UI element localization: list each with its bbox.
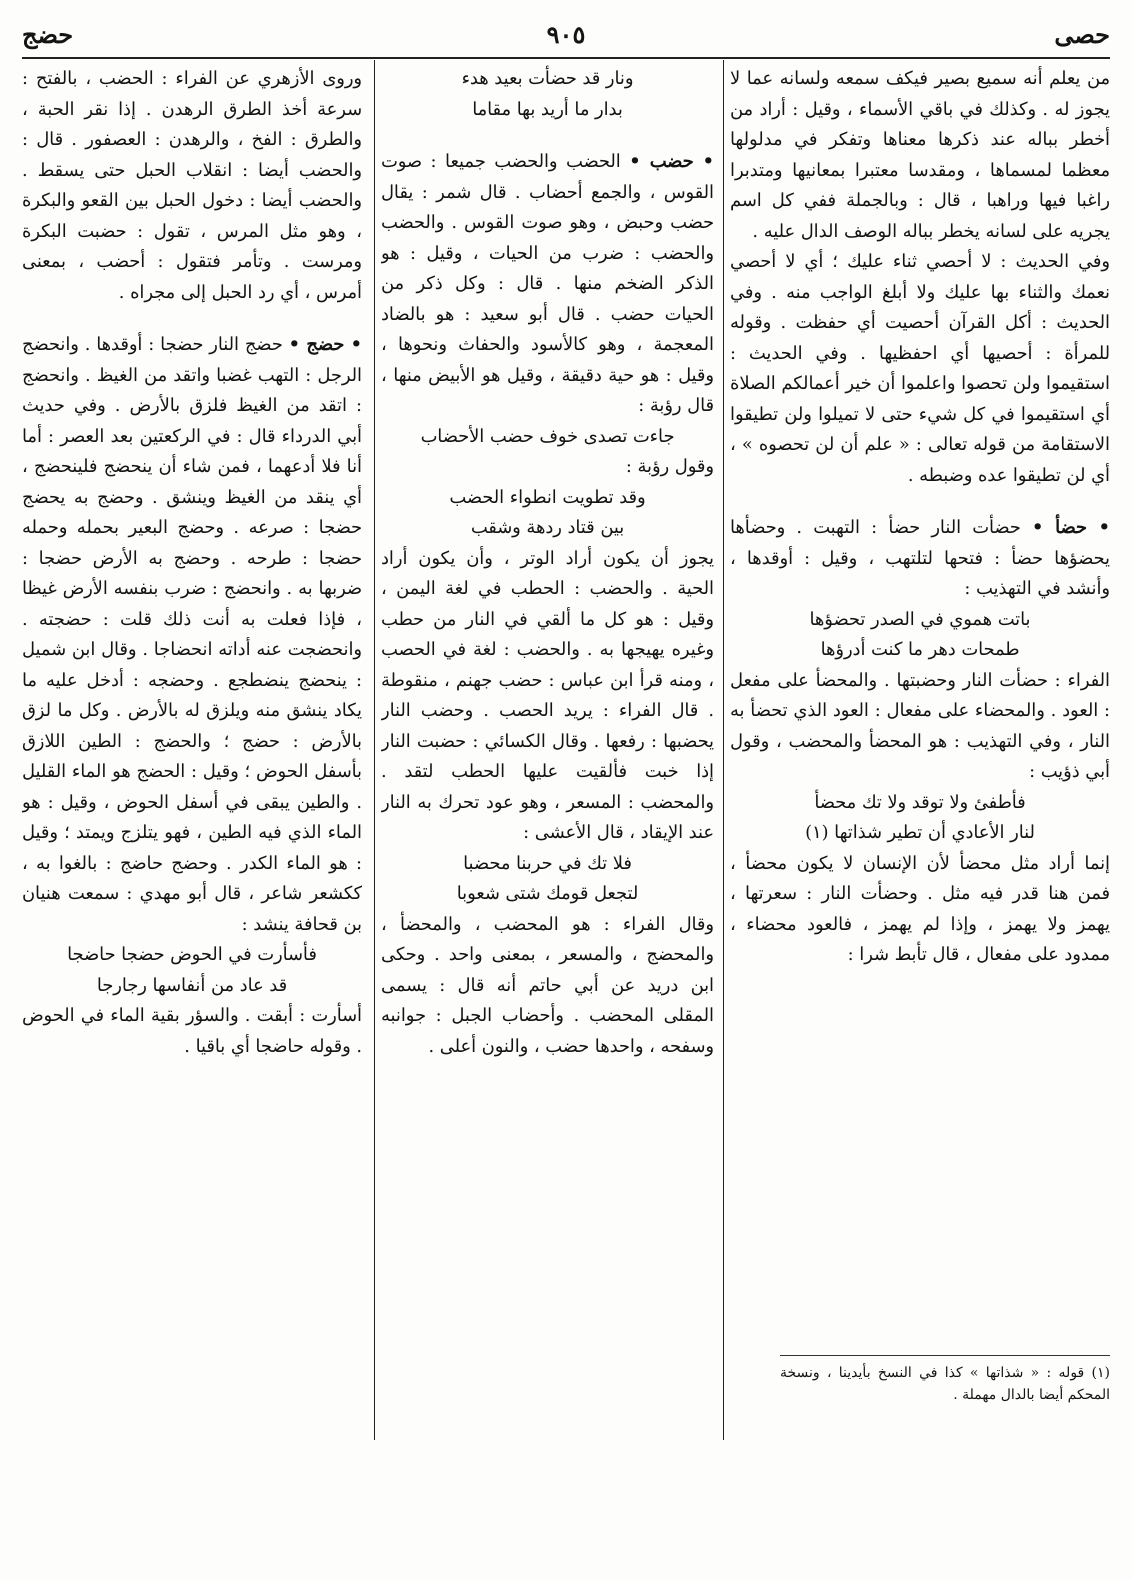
entry-paragraph bbox=[730, 513, 1110, 605]
verse-line: وقد تطويت انطواء الحضب bbox=[449, 486, 646, 508]
verse-line: لتجعل قومك شتى شعوبا bbox=[456, 883, 639, 904]
verse-line: فأطفئ ولا توقد ولا تك محضأ bbox=[814, 791, 1026, 813]
page-number: ٩٠٥ bbox=[546, 20, 586, 49]
verse-line: فأسأرت في الحوض حضجا حاضجا bbox=[67, 944, 317, 965]
column-left bbox=[22, 64, 362, 1440]
verse-line: قد عاد من أنفاسها رجارجا bbox=[96, 974, 288, 996]
column-right bbox=[730, 64, 1110, 1354]
verse-line: لنار الأعادي أن تطير شذاتها (١) bbox=[805, 822, 1035, 843]
column-middle bbox=[381, 64, 714, 1440]
entry-paragraph bbox=[22, 330, 362, 940]
entry-headword: • حضب • bbox=[629, 151, 714, 172]
column-divider-right bbox=[723, 60, 724, 1440]
verse-line: بين قتاد ردهة وشقب bbox=[470, 517, 625, 538]
entry-text: حضج النار حضجا : أوقدها . وانحضج الرجل : التهب غضبا واتقد من الغيظ . وانحضج : اتقد من الغيظ فلزق بالأرض . وفي حديث أبي الدرداء قال : في الركعتين بعد العصر : أما أنا فلا أدعهما ، فمن شاء أن ينحضج فلينحضج ، أي ينقد من الغيظ وينشق . وحضج به يحضج حضجا : صرعه . وحضج البعير بحمله وحمله حضجا : طرحه . وحضج به الأرض حضجا : ضربها به . وانحضج : ضرب بنفسه الأرض غيظا ، فإذا فعلت به أنت ذلك قلت : حضجته . وانحضجت عنه أداته انحضاجا . وقال ابن شميل : ينحضج ينضطجع . وحضجه : أدخل عليه ما يكاد ينشق منه ويلزق له بالأرض . وكل ما لزق بالأرض : حضج ؛ والحضج : الطين اللازق بأسفل الحوض ؛ وقيل : الحضج هو الماء القليل . والطين يبقى في أسفل الحوض ، وقيل : هو الماء الذي فيه الطين ، فهو يتلزج ويمتد ؛ وقيل : هو الماء الكدر . وحضج حاضج : بالغوا به ، ككشعر شاعر ، قال أبو مهدي : سمعت هنيان بن قحافة ينشد : bbox=[22, 334, 362, 935]
verse-line: طمحات دهر ما كنت أدرؤها bbox=[820, 639, 1020, 660]
running-headword-right: حصى bbox=[1054, 20, 1110, 49]
paragraph: وقول رؤبة : bbox=[625, 456, 714, 477]
footnote: (١) قوله : « شذاتها » كذا في النسخ بأيدينا ، ونسخة المحكم أيضا بالدال مهملة . bbox=[780, 1355, 1110, 1406]
entry-text: الحضب والحضب جميعا : صوت القوس ، والجمع أحضاب . قال شمر : يقال حضب وحبض ، وهو صوت القوس . والحضب والحضب : ضرب من الحيات ، وقيل : هو الذكر الضخم منها . قال : وكل ذكر من الحيات حضب . قال أبو سعيد : هو بالضاد المعجمة ، وهو كالأسود والحفاث ونحوها ، وقيل : هو حية دقيقة ، وقيل هو الأبيض منها ، قال رؤبة : bbox=[381, 151, 714, 416]
verse-line: باتت هموي في الصدر تحضؤها bbox=[809, 608, 1031, 630]
running-headword-left: حضج bbox=[22, 20, 74, 49]
paragraph: وقال الفراء : هو المحضب ، والمحضأ ، والمحضج ، والمسعر ، بمعنى واحد . وحكى ابن دريد عن أبي حاتم أنه قال : يسمى المقلى المحضب . وأحضاب الجبل : جوانبه وسفحه ، واحدها حضب ، والنون أعلى . bbox=[381, 913, 714, 1057]
paragraph: يجوز أن يكون أراد الوتر ، وأن يكون أراد الحية . والحضب : الحطب في لغة اليمن ، وقيل : هو كل ما ألقي في النار من حطب وغيره يهيجها به . والحضب : لغة في الحصب ، ومنه قرأ ابن عباس : حضب جهنم ، منقوطة . قال الفراء : يريد الحصب . وحضب النار يحضبها : رفعها . وقال الكسائي : حضبت النار إذا خبت فألقيت عليها الحطب لتقد . والمحضب : المسعر ، وهو عود تحرك به النار عند الإيقاد ، قال الأعشى : bbox=[381, 547, 714, 843]
entry-headword: • حضج • bbox=[288, 334, 362, 355]
paragraph: من يعلم أنه سميع بصير فيكف سمعه ولسانه عما لا يجوز له . وكذلك في باقي الأسماء ، وقيل : أراد من أخطر بباله عند ذكرها معناها وتفكر في مدلولها معظما لمسماها ، ومقدسا معتبرا بمعانيها ومتدبرا راغبا فيها وراهبا ، قال : وبالجملة ففي كل اسم يجريه على لسانه يخطر بباله الوصف الدال عليه . bbox=[730, 68, 1110, 242]
paragraph: وروى الأزهري عن الفراء : الحضب ، بالفتح : سرعة أخذ الطرق الرهدن . إذا نقر الحبة ، والطرق : الفخ ، والرهدن : العصفور . قال : والحضب أيضا : انقلاب الحبل حتى يسقط . والحضب أيضا : دخول الحبل بين القعو والبكرة ، وهو مثل المرس ، تقول : حضبت البكرة ومرست . وتأمر فتقول : أحضب ، بمعنى أمرس ، أي رد الحبل إلى مجراه . bbox=[22, 68, 362, 303]
entry-paragraph bbox=[381, 147, 714, 422]
verse-line: ونار قد حضأت بعيد هدء bbox=[461, 68, 634, 89]
header-rule bbox=[22, 57, 1110, 59]
page-header bbox=[22, 20, 1110, 54]
verse-line: فلا تك في حربنا محضبا bbox=[463, 852, 632, 874]
entry-text: حضأت النار حضأ : التهبت . وحضأها يحضؤها حضأ : فتحها لتلتهب ، وقيل : أوقدها ، وأنشد في التهذيب : bbox=[730, 517, 1110, 599]
verse-line: جاءت تصدى خوف حضب الأحضاب bbox=[420, 425, 675, 447]
entry-headword: • حضأ • bbox=[1032, 517, 1110, 538]
column-divider-left bbox=[374, 60, 375, 1440]
paragraph: الفراء : حضأت النار وحضبتها . والمحضأ على مفعل : العود . والمحضاء على مفعال : العود الذي تحضأ به النار ، وفي التهذيب : هو المحضأ والمحضب ، وقول أبي ذؤيب : bbox=[730, 669, 1110, 782]
paragraph: أسأرت : أبقت . والسؤر بقية الماء في الحوض . وقوله حاضجا أي باقيا . bbox=[22, 1005, 362, 1057]
paragraph: وفي الحديث : لا أحصي ثناء عليك ؛ أي لا أحصي نعمك والثناء بها عليك ولا أبلغ الواجب منه . وفي الحديث : أكل القرآن أحصيت أي حفظت . وقوله للمرأة : أحصيها أي احفظيها . وفي الحديث : استقيموا ولن تحصوا واعلموا أن خير أعمالكم الصلاة أي استقيموا في كل شيء حتى لا تميلوا ولن تطيقوا الاستقامة من قوله تعالى : « علم أن لن تحصوه » ، أي لن تطيقوا عده وضبطه . bbox=[730, 251, 1110, 486]
verse-line: بدار ما أريد بها مقاما bbox=[472, 98, 623, 120]
paragraph: إنما أراد مثل محضأ لأن الإنسان لا يكون محضأ ، فمن هنا قدر فيه مثل . وحضأت النار : سعرتها ، يهمز ولا يهمز ، وإذا لم يهمز ، فالعود محضاء ، ممدود على مفعال ، قال تأبط شرا : bbox=[730, 852, 1110, 965]
